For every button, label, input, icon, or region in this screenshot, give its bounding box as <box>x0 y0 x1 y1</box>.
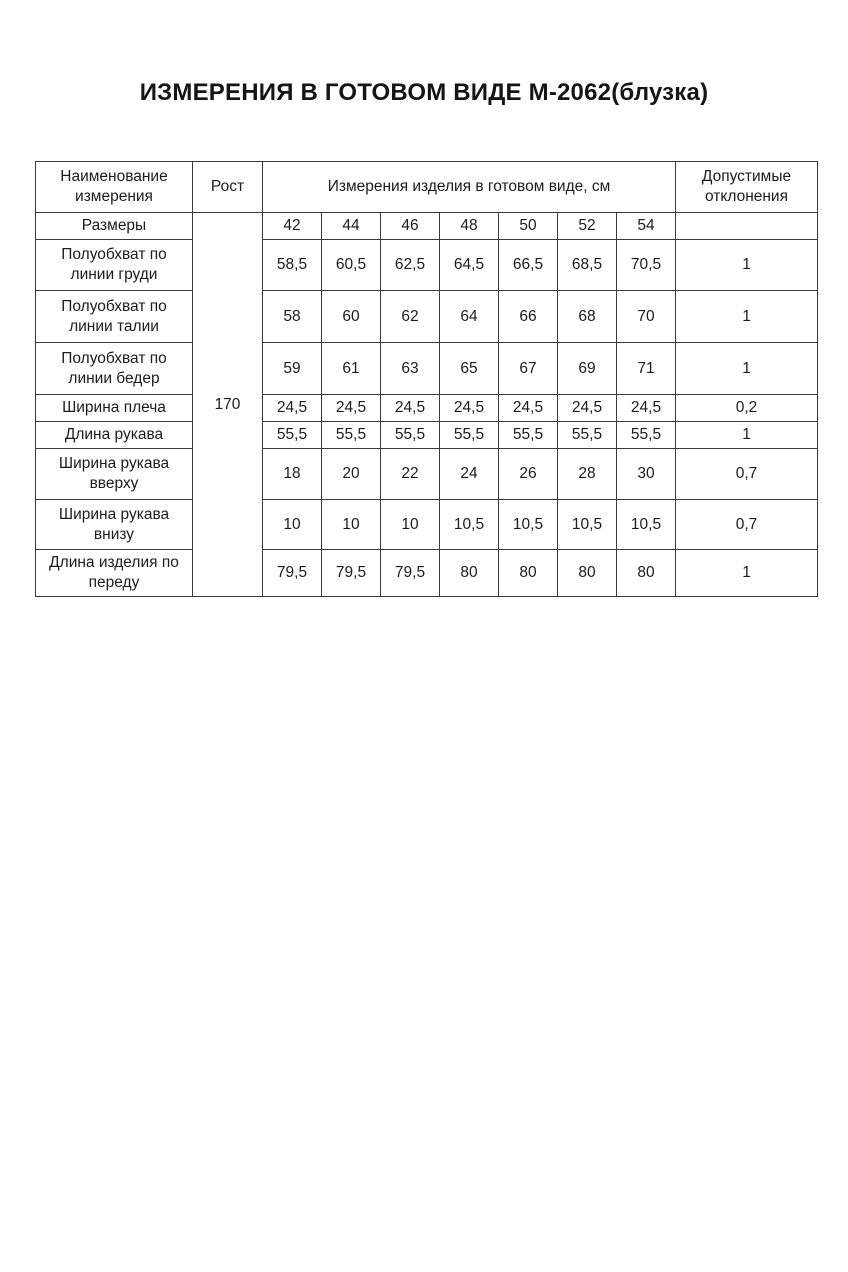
tolerance-value-cell: 0,7 <box>676 449 818 500</box>
size-header-cell: 54 <box>617 213 676 240</box>
measurement-value-cell: 20 <box>322 449 381 500</box>
measurement-value-cell: 28 <box>558 449 617 500</box>
measurements-table <box>35 161 818 597</box>
height-value: 170 <box>193 213 263 597</box>
size-header-cell: 42 <box>263 213 322 240</box>
measurement-value-cell: 24,5 <box>558 395 617 422</box>
size-header-cell: 50 <box>499 213 558 240</box>
tolerance-value-cell: 0,2 <box>676 395 818 422</box>
measurement-value-cell: 55,5 <box>381 422 440 449</box>
measurement-label: Полуобхват по линии бедер <box>36 343 193 395</box>
column-header-height: Рост <box>193 162 263 213</box>
measurement-row <box>36 343 818 395</box>
measurement-value-cell: 55,5 <box>617 422 676 449</box>
measurement-value-cell: 61 <box>322 343 381 395</box>
measurement-label: Полуобхват по линии талии <box>36 291 193 343</box>
tolerance-value-cell: 1 <box>676 291 818 343</box>
measurement-label: Ширина плеча <box>36 395 193 422</box>
measurement-value-cell: 80 <box>558 550 617 597</box>
measurement-value-cell: 24,5 <box>440 395 499 422</box>
measurement-value-cell: 24,5 <box>617 395 676 422</box>
measurement-value-cell: 60,5 <box>322 240 381 291</box>
column-header-measurement-name: Наименование измерения <box>36 162 193 213</box>
measurement-value-cell: 66 <box>499 291 558 343</box>
tolerance-value-cell: 1 <box>676 422 818 449</box>
measurement-value-cell: 55,5 <box>263 422 322 449</box>
measurement-value-cell: 70,5 <box>617 240 676 291</box>
measurement-value-cell: 62,5 <box>381 240 440 291</box>
column-header-tolerance: Допустимые отклонения <box>676 162 818 213</box>
measurement-value-cell: 63 <box>381 343 440 395</box>
measurement-value-cell: 79,5 <box>263 550 322 597</box>
measurement-label: Ширина рукава внизу <box>36 500 193 550</box>
measurement-value-cell: 10 <box>322 500 381 550</box>
size-header-cell: 44 <box>322 213 381 240</box>
measurement-value-cell: 10,5 <box>499 500 558 550</box>
measurement-value-cell: 24,5 <box>322 395 381 422</box>
column-header-measurements: Измерения изделия в готовом виде, см <box>263 162 676 213</box>
measurement-value-cell: 80 <box>617 550 676 597</box>
measurement-label: Длина рукава <box>36 422 193 449</box>
measurement-value-cell: 80 <box>499 550 558 597</box>
measurement-row <box>36 422 818 449</box>
sizes-row <box>36 213 818 240</box>
tolerance-value-cell: 1 <box>676 550 818 597</box>
measurement-row <box>36 449 818 500</box>
measurement-value-cell: 24,5 <box>499 395 558 422</box>
measurement-row <box>36 500 818 550</box>
size-header-cell: 48 <box>440 213 499 240</box>
sizes-tolerance-empty-cell <box>676 213 818 240</box>
tolerance-value-cell: 0,7 <box>676 500 818 550</box>
tolerance-value-cell: 1 <box>676 343 818 395</box>
measurement-value-cell: 65 <box>440 343 499 395</box>
measurement-value-cell: 68,5 <box>558 240 617 291</box>
measurement-value-cell: 55,5 <box>558 422 617 449</box>
page-title: ИЗМЕРЕНИЯ В ГОТОВОМ ВИДЕ М-2062(блузка) <box>139 79 709 106</box>
measurement-value-cell: 55,5 <box>499 422 558 449</box>
measurement-value-cell: 64 <box>440 291 499 343</box>
measurement-value-cell: 10 <box>263 500 322 550</box>
measurement-value-cell: 62 <box>381 291 440 343</box>
measurement-value-cell: 69 <box>558 343 617 395</box>
measurement-value-cell: 22 <box>381 449 440 500</box>
measurement-row <box>36 291 818 343</box>
measurement-value-cell: 10,5 <box>617 500 676 550</box>
measurement-value-cell: 58 <box>263 291 322 343</box>
measurement-value-cell: 64,5 <box>440 240 499 291</box>
measurement-value-cell: 26 <box>499 449 558 500</box>
measurement-value-cell: 67 <box>499 343 558 395</box>
measurement-value-cell: 24,5 <box>381 395 440 422</box>
tolerance-value-cell: 1 <box>676 240 818 291</box>
measurement-value-cell: 71 <box>617 343 676 395</box>
measurement-value-cell: 80 <box>440 550 499 597</box>
measurement-row <box>36 395 818 422</box>
measurement-value-cell: 79,5 <box>322 550 381 597</box>
measurement-value-cell: 79,5 <box>381 550 440 597</box>
measurement-value-cell: 30 <box>617 449 676 500</box>
measurement-value-cell: 24 <box>440 449 499 500</box>
measurement-value-cell: 10 <box>381 500 440 550</box>
measurement-value-cell: 24,5 <box>263 395 322 422</box>
measurement-label: Полуобхват по линии груди <box>36 240 193 291</box>
measurement-value-cell: 10,5 <box>440 500 499 550</box>
size-header-cell: 52 <box>558 213 617 240</box>
sizes-label: Размеры <box>36 213 193 240</box>
measurement-value-cell: 18 <box>263 449 322 500</box>
measurement-value-cell: 55,5 <box>322 422 381 449</box>
measurement-label: Длина изделия по переду <box>36 550 193 597</box>
measurement-value-cell: 58,5 <box>263 240 322 291</box>
measurement-value-cell: 55,5 <box>440 422 499 449</box>
measurement-row <box>36 550 818 597</box>
measurement-label: Ширина рукава вверху <box>36 449 193 500</box>
measurement-value-cell: 59 <box>263 343 322 395</box>
measurement-row <box>36 240 818 291</box>
measurement-value-cell: 66,5 <box>499 240 558 291</box>
measurement-value-cell: 10,5 <box>558 500 617 550</box>
measurement-value-cell: 70 <box>617 291 676 343</box>
measurement-value-cell: 60 <box>322 291 381 343</box>
size-header-cell: 46 <box>381 213 440 240</box>
measurement-value-cell: 68 <box>558 291 617 343</box>
table-header-row <box>36 162 818 213</box>
